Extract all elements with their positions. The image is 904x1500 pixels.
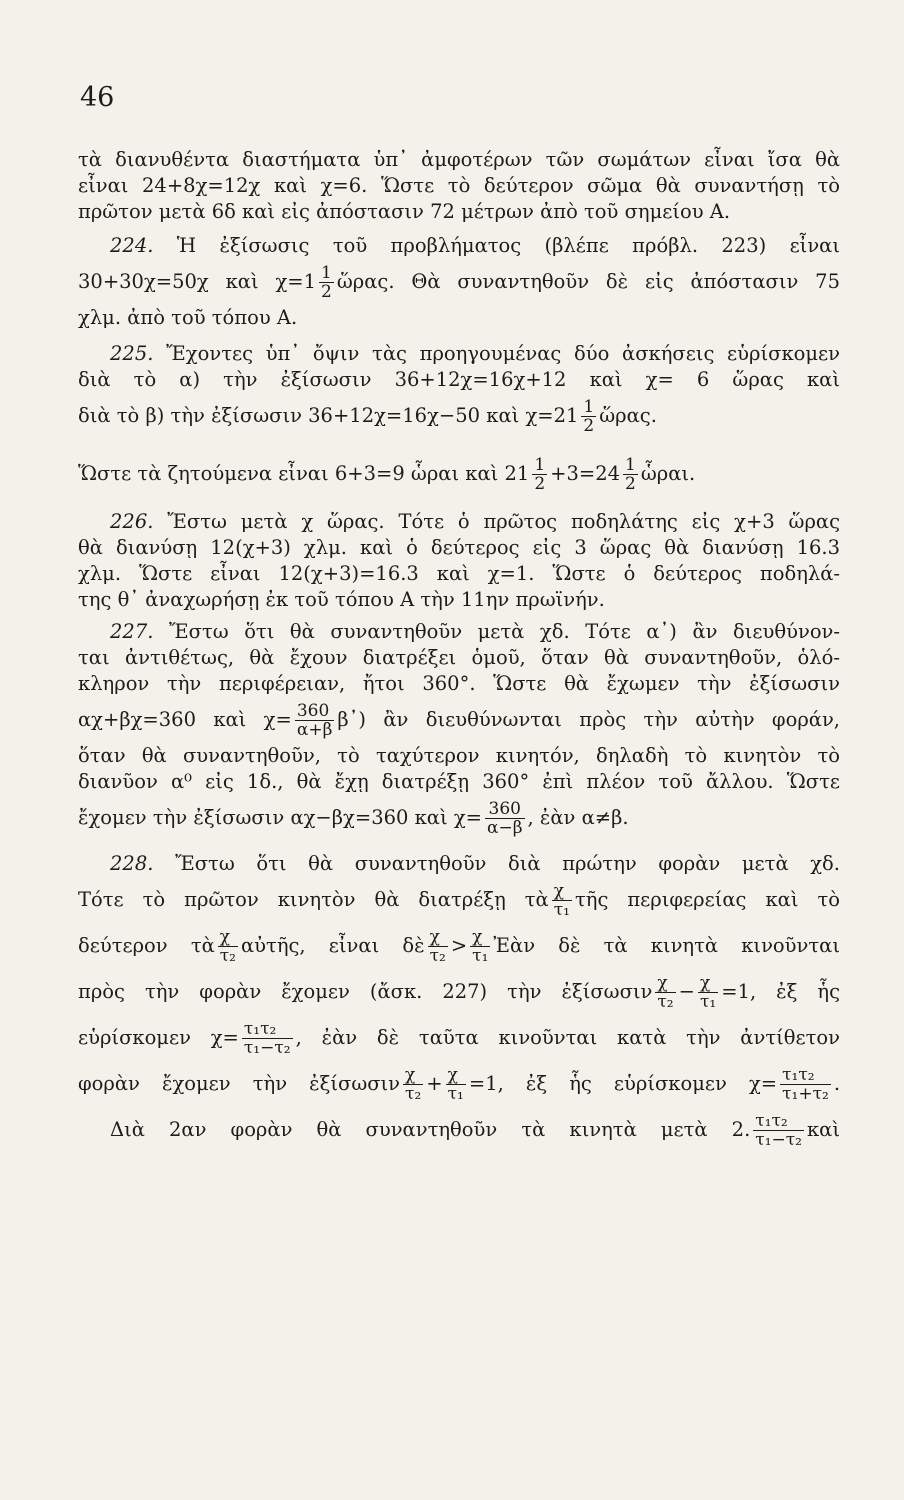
fraction-denominator: 2 (625, 474, 636, 494)
text-line (78, 923, 840, 969)
line-text: χλμ. Ὥστε εἶναι 12(χ+3)=16.3 καὶ χ=1. Ὥστε ὁ δεύτερος ποδηλά- (78, 562, 840, 585)
line-text: Ἔχοντες ὑπ᾽ ὄψιν τὰς προηγουμένας δύο ἀσκήσεις εὑρίσκομεν (166, 342, 840, 365)
line-text: =1, ἐξ ἧς εὑρίσκομεν χ= (468, 1072, 778, 1095)
fraction-numerator: 1 (321, 263, 332, 283)
line-text: Τότε τὸ πρῶτον κινητὸν θὰ διατρέξῃ τὰ (78, 888, 549, 911)
fraction (623, 456, 638, 493)
exercise-number: 226. (110, 510, 154, 533)
line-text: εἶναι 24+8χ=12χ καὶ χ=6. Ὥστε τὸ δεύτερον σῶμα θὰ συναντήσῃ τὸ (78, 174, 840, 197)
fraction (780, 1066, 831, 1103)
line-text: , ἐὰν δὲ ταῦτα κινοῦνται κατὰ τὴν ἀντίθετον (295, 1026, 840, 1049)
text-line (78, 367, 840, 393)
fraction (485, 800, 525, 837)
fraction (470, 928, 490, 965)
line-text: εὑρίσκομεν χ= (78, 1026, 239, 1049)
line-text: Ἐὰν δὲ τὰ κινητὰ κινοῦνται (493, 934, 840, 957)
fraction-numerator: 1 (583, 397, 595, 417)
fraction-denominator: τ₂ (429, 946, 446, 966)
text-line (78, 1107, 840, 1153)
fraction-denominator: τ₁ (447, 1084, 464, 1104)
fraction-denominator: τ₁+τ₂ (782, 1084, 829, 1104)
line-text: διὰ τὸ β) τὴν ἐξίσωσιν 36+12χ=16χ−50 καὶ χ=21 (78, 404, 579, 427)
fraction-numerator: 1 (625, 455, 636, 475)
line-text: φορὰν ἔχομεν τὴν ἐξίσωσιν (78, 1072, 401, 1095)
line-text: + (426, 1072, 443, 1095)
text-line (78, 233, 840, 259)
text-line (78, 509, 840, 535)
fraction-denominator: α−β (486, 818, 523, 838)
text-line (78, 147, 840, 173)
fraction-numerator: τ₁τ₂ (780, 1066, 831, 1085)
fraction-denominator: 2 (583, 416, 595, 436)
exercise-number: 227. (110, 620, 154, 643)
line-text: ὅταν θὰ συναντηθοῦν, τὸ ταχύτερον κινητόν, δηλαδὴ τὸ κινητὸν τὸ (78, 744, 840, 767)
line-text: β᾽) ἂν διευθύνωνται πρὸς τὴν αὐτὴν φοράν, (337, 708, 841, 731)
line-text: Ἔστω μετὰ χ ὥρας. Τότε ὁ πρῶτος ποδηλάτης εἰς χ+3 ὥρας (167, 510, 841, 533)
fraction (295, 702, 335, 739)
text-line (78, 645, 840, 671)
text-line (78, 587, 840, 613)
text-line (78, 305, 840, 331)
fraction (552, 882, 572, 919)
fraction-numerator: χ (698, 974, 718, 993)
line-text: ται ἀντιθέτως, θὰ ἔχουν διατρέξει ὁμοῦ, ὅταν θὰ συναντηθοῦν, ὁλό- (78, 646, 840, 669)
line-text: αχ+βχ=360 καὶ χ= (78, 708, 292, 731)
fraction-denominator: τ₂ (657, 992, 674, 1012)
fraction-numerator: χ (218, 928, 238, 947)
exercise-number: 224. (110, 234, 154, 257)
fraction-numerator: χ (428, 928, 448, 947)
fraction (319, 264, 334, 301)
line-text: Διὰ 2αν φορὰν θὰ συναντηθοῦν τὰ κινητὰ μετὰ 2. (110, 1118, 751, 1141)
line-text: διανῦον α⁰ εἰς 1δ., θὰ ἔχῃ διατρέξῃ 360° ἐπὶ πλέον τοῦ ἄλλου. Ὥστε (78, 770, 840, 793)
line-text: κληρον τὴν περιφέρειαν, ἤτοι 360°. Ὥστε θὰ ἔχωμεν τὴν ἐξίσωσιν (78, 672, 840, 695)
line-text: +3=24 (550, 462, 621, 485)
fraction (446, 1066, 466, 1103)
fraction-numerator: 360 (295, 702, 335, 721)
fraction-denominator: α+β (296, 720, 333, 740)
line-text: , ἐὰν α≠β. (527, 806, 629, 829)
line-text: ὥρας. Θὰ συναντηθοῦν δὲ εἰς ἀπόστασιν 75 (336, 270, 840, 293)
line-text: της θ᾽ ἀναχωρήσῃ ἐκ τοῦ τόπου Α τὴν 11ην πρωϊνήν. (78, 588, 605, 611)
text-line (78, 1015, 840, 1061)
fraction-numerator: τ₁τ₂ (242, 1020, 293, 1039)
line-text: ἔχομεν τὴν ἐξίσωσιν αχ−βχ=360 καὶ χ= (78, 806, 482, 829)
text-line (78, 535, 840, 561)
line-text: δεύτερον τὰ (78, 934, 215, 957)
line-text: θὰ διανύσῃ 12(χ+3) χλμ. καὶ ὁ δεύτερος εἰς 3 ὥρας θὰ διανύσῃ 16.3 (78, 536, 840, 559)
line-text: χλμ. ἀπὸ τοῦ τόπου Α. (78, 306, 298, 329)
text-line (78, 393, 840, 439)
page-text (78, 147, 840, 1153)
fraction (655, 974, 675, 1011)
fraction (532, 456, 547, 493)
fraction-denominator: τ₂ (219, 946, 237, 966)
fraction-denominator: τ₁ (699, 992, 717, 1012)
text-line (78, 795, 840, 841)
fraction (428, 928, 448, 965)
fraction-denominator: 2 (534, 474, 546, 494)
text-line (78, 259, 840, 305)
exercise-number: 225. (110, 342, 154, 365)
fraction (403, 1066, 423, 1103)
fraction (218, 928, 238, 965)
line-text: > (450, 934, 468, 957)
line-text: Ἔστω ὅτι θὰ συναντηθοῦν διὰ πρώτην φορὰν μετὰ χδ. (175, 852, 840, 875)
fraction-denominator: τ₁−τ₂ (755, 1130, 802, 1150)
fraction-numerator: 360 (485, 800, 525, 819)
fraction-numerator: χ (655, 974, 675, 993)
line-text: διὰ τὸ α) τὴν ἐξίσωσιν 36+12χ=16χ+12 καὶ χ= 6 ὥρας καὶ (78, 368, 840, 391)
exercise-number: 228. (110, 852, 154, 875)
text-line (78, 199, 840, 225)
line-text: πρῶτον μετὰ 6δ καὶ εἰς ἀπόστασιν 72 μέτρων ἀπὸ τοῦ σημείου Α. (78, 200, 731, 223)
line-text: 30+30χ=50χ καὶ χ=1 (78, 270, 317, 293)
line-text: ὧραι. (640, 462, 696, 485)
text-line (78, 671, 840, 697)
line-text: − (678, 980, 695, 1003)
line-text: αὐτῆς, εἶναι δὲ (241, 934, 425, 957)
fraction-numerator: 1 (534, 455, 546, 475)
text-line (78, 969, 840, 1015)
fraction-numerator: χ (403, 1066, 423, 1085)
fraction (698, 974, 718, 1011)
fraction (242, 1020, 293, 1057)
line-text: πρὸς τὴν φορὰν ἔχομεν (ἄσκ. 227) τὴν ἐξίσωσιν (78, 980, 653, 1003)
text-line (78, 743, 840, 769)
text-line (78, 451, 840, 497)
line-text: ὥρας. (599, 404, 657, 427)
text-line (78, 697, 840, 743)
page-number: 46 (80, 82, 115, 113)
fraction-denominator: τ₂ (405, 1084, 422, 1104)
line-text: τὰ διανυθέντα διαστήματα ὑπ᾽ ἀμφοτέρων τῶν σωμάτων εἶναι ἴσα θὰ (78, 148, 840, 171)
line-text: . (833, 1072, 841, 1095)
text-line (78, 851, 840, 877)
text-line (78, 1061, 840, 1107)
fraction-numerator: χ (552, 882, 572, 901)
fraction-numerator: τ₁τ₂ (753, 1112, 804, 1131)
fraction-denominator: τ₁ (472, 946, 489, 966)
fraction-numerator: χ (446, 1066, 466, 1085)
text-line (78, 877, 840, 923)
fraction-numerator: χ (470, 928, 490, 947)
fraction (753, 1112, 804, 1149)
line-text: τῆς περιφερείας καὶ τὸ (574, 888, 840, 911)
fraction-denominator: τ₁ (553, 900, 570, 920)
text-line (78, 769, 840, 795)
fraction-denominator: 2 (321, 282, 332, 302)
line-text: =1, ἐξ ἧς (721, 980, 840, 1003)
text-line (78, 341, 840, 367)
text-line (78, 173, 840, 199)
fraction (581, 398, 596, 435)
line-text: καὶ (806, 1118, 840, 1141)
line-text: Ἡ ἐξίσωσις τοῦ προβλήματος (βλέπε πρόβλ. 223) εἶναι (176, 234, 840, 257)
line-text: Ἔστω ὅτι θὰ συναντηθοῦν μετὰ χδ. Τότε α᾽) ἂν διευθύνον- (168, 620, 840, 643)
line-text: Ὥστε τὰ ζητούμενα εἶναι 6+3=9 ὧραι καὶ 21 (78, 462, 530, 485)
fraction-denominator: τ₁−τ₂ (243, 1038, 291, 1058)
text-line (78, 619, 840, 645)
text-line (78, 561, 840, 587)
